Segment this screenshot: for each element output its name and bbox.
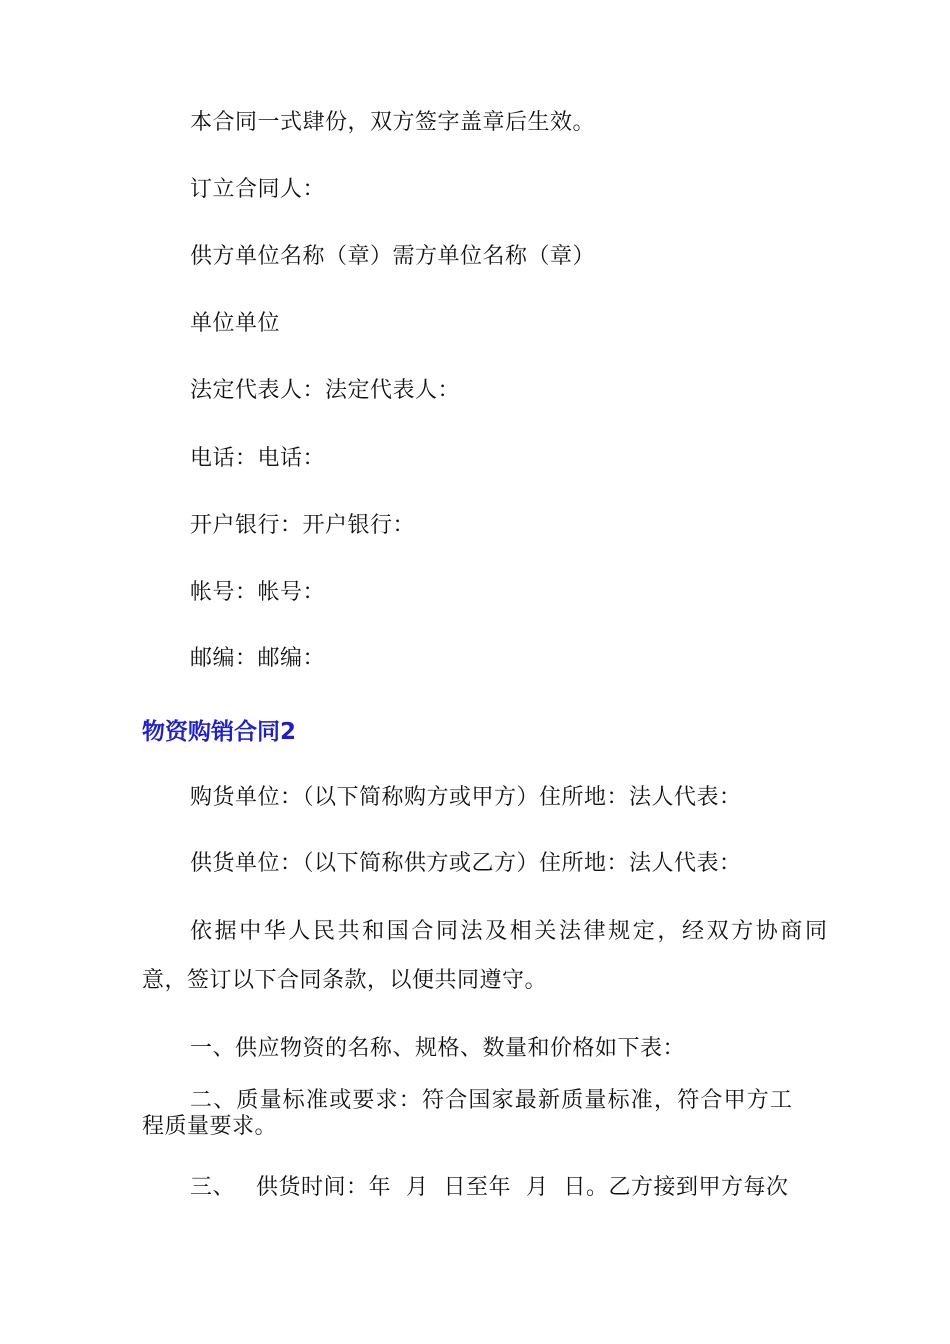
contract-heading: 物资购销合同2 (142, 719, 297, 745)
bank-line: 开户银行：开户银行： (190, 513, 416, 538)
unit-line: 单位单位 (190, 311, 281, 336)
clause-3-text: 供货时间：年 月 日至年 月 日。乙方接到甲方每次 (256, 1175, 789, 1200)
buyer-line: 购货单位：（以下简称购方或甲方）住所地：法人代表： (190, 785, 742, 810)
basis-paragraph-line-1: 依据中华人民共和国合同法及相关法律规定，经双方协商同 (190, 919, 830, 944)
signatories-label: 订立合同人： (190, 177, 326, 202)
effective-clause: 本合同一式肆份，双方签字盖章后生效。 (190, 110, 596, 135)
basis-paragraph-line-2: 意，签订以下合同条款，以便共同遵守。 (142, 968, 548, 993)
postcode-line: 邮编：邮编： (190, 646, 326, 671)
clause-2-line-2: 程质量要求。 (142, 1114, 278, 1139)
clause-3-number: 三、 (190, 1175, 236, 1200)
unit-name-seal-line: 供方单位名称（章）需方单位名称（章） (190, 244, 596, 269)
clause-1: 一、供应物资的名称、规格、数量和价格如下表： (190, 1036, 686, 1061)
phone-line: 电话：电话： (190, 446, 326, 471)
clause-2-line-1: 二、质量标准或要求：符合国家最新质量标准，符合甲方工 (190, 1088, 794, 1113)
supplier-line: 供货单位：（以下简称供方或乙方）住所地：法人代表： (190, 851, 742, 876)
account-line: 帐号：帐号： (190, 580, 326, 605)
legal-rep-line: 法定代表人：法定代表人： (190, 378, 461, 403)
